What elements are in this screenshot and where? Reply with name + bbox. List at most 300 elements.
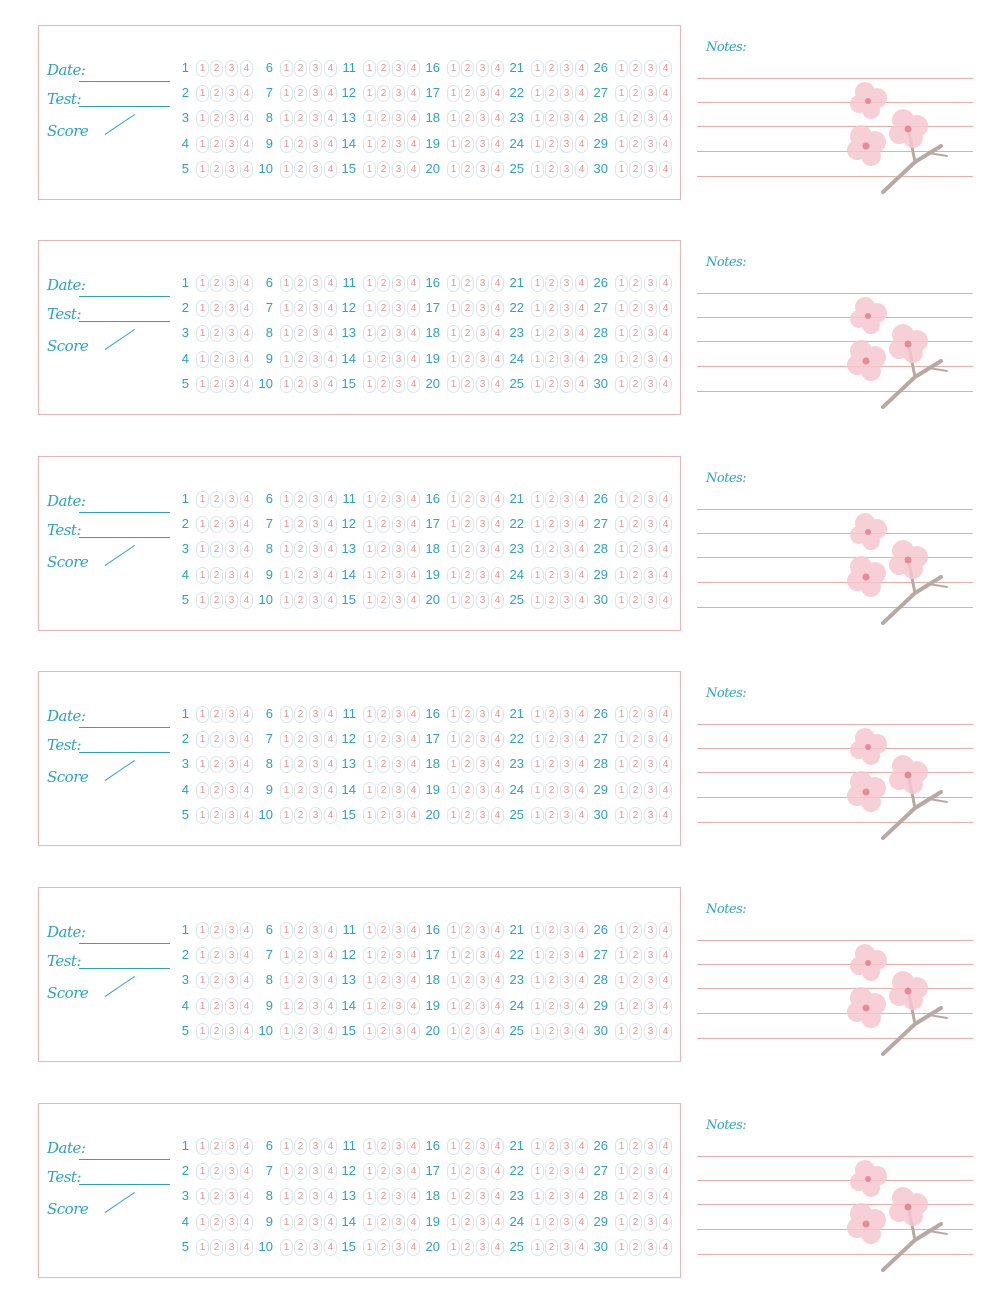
answer-bubble-3[interactable]: 3 [309,1138,322,1155]
answer-bubble-4[interactable]: 4 [491,1239,504,1256]
answer-bubble-4[interactable]: 4 [407,60,420,77]
answer-bubble-3[interactable]: 3 [560,1239,573,1256]
answer-bubble-3[interactable]: 3 [309,567,322,584]
answer-bubble-2[interactable]: 2 [461,998,474,1015]
answer-bubble-2[interactable]: 2 [629,922,642,939]
answer-bubble-2[interactable]: 2 [545,731,558,748]
answer-bubble-2[interactable]: 2 [294,731,307,748]
answer-bubble-3[interactable]: 3 [309,351,322,368]
answer-bubble-4[interactable]: 4 [324,300,337,317]
answer-bubble-4[interactable]: 4 [324,516,337,533]
answer-bubble-3[interactable]: 3 [644,161,657,178]
answer-bubble-2[interactable]: 2 [629,1239,642,1256]
answer-bubble-4[interactable]: 4 [659,161,672,178]
answer-bubble-4[interactable]: 4 [659,972,672,989]
answer-bubble-1[interactable]: 1 [447,1239,460,1256]
answer-bubble-4[interactable]: 4 [407,998,420,1015]
answer-bubble-3[interactable]: 3 [644,110,657,127]
note-line[interactable] [697,293,973,294]
answer-bubble-4[interactable]: 4 [407,1214,420,1231]
answer-bubble-2[interactable]: 2 [545,110,558,127]
answer-bubble-4[interactable]: 4 [575,756,588,773]
answer-bubble-2[interactable]: 2 [210,756,223,773]
answer-bubble-4[interactable]: 4 [324,1188,337,1205]
answer-bubble-2[interactable]: 2 [210,300,223,317]
answer-bubble-3[interactable]: 3 [476,756,489,773]
answer-bubble-1[interactable]: 1 [363,136,376,153]
answer-bubble-4[interactable]: 4 [407,85,420,102]
answer-bubble-3[interactable]: 3 [644,1188,657,1205]
answer-bubble-2[interactable]: 2 [629,731,642,748]
answer-bubble-3[interactable]: 3 [476,592,489,609]
answer-bubble-3[interactable]: 3 [392,1023,405,1040]
answer-bubble-1[interactable]: 1 [363,1023,376,1040]
test-field[interactable] [79,321,170,322]
answer-bubble-3[interactable]: 3 [560,136,573,153]
answer-bubble-4[interactable]: 4 [407,972,420,989]
answer-bubble-1[interactable]: 1 [280,325,293,342]
answer-bubble-2[interactable]: 2 [294,1138,307,1155]
answer-bubble-3[interactable]: 3 [309,1239,322,1256]
answer-bubble-4[interactable]: 4 [240,1188,253,1205]
answer-bubble-4[interactable]: 4 [659,110,672,127]
answer-bubble-4[interactable]: 4 [491,782,504,799]
answer-bubble-4[interactable]: 4 [407,1023,420,1040]
answer-bubble-1[interactable]: 1 [196,782,209,799]
answer-bubble-1[interactable]: 1 [363,1214,376,1231]
answer-bubble-1[interactable]: 1 [280,541,293,558]
answer-bubble-2[interactable]: 2 [210,567,223,584]
answer-bubble-3[interactable]: 3 [225,541,238,558]
answer-bubble-4[interactable]: 4 [407,947,420,964]
answer-bubble-3[interactable]: 3 [644,541,657,558]
answer-bubble-2[interactable]: 2 [210,972,223,989]
answer-bubble-1[interactable]: 1 [447,756,460,773]
answer-bubble-1[interactable]: 1 [280,1239,293,1256]
answer-bubble-2[interactable]: 2 [294,516,307,533]
answer-bubble-2[interactable]: 2 [461,541,474,558]
answer-bubble-3[interactable]: 3 [392,972,405,989]
answer-bubble-3[interactable]: 3 [644,706,657,723]
answer-bubble-2[interactable]: 2 [461,1138,474,1155]
answer-bubble-3[interactable]: 3 [309,1023,322,1040]
answer-bubble-2[interactable]: 2 [629,516,642,533]
answer-bubble-2[interactable]: 2 [545,567,558,584]
answer-bubble-4[interactable]: 4 [407,1188,420,1205]
answer-bubble-1[interactable]: 1 [363,376,376,393]
answer-bubble-1[interactable]: 1 [363,1188,376,1205]
answer-bubble-2[interactable]: 2 [629,782,642,799]
answer-bubble-1[interactable]: 1 [280,491,293,508]
answer-bubble-4[interactable]: 4 [324,1214,337,1231]
answer-bubble-3[interactable]: 3 [560,567,573,584]
answer-bubble-4[interactable]: 4 [324,161,337,178]
answer-bubble-1[interactable]: 1 [363,1163,376,1180]
answer-bubble-2[interactable]: 2 [377,567,390,584]
answer-bubble-2[interactable]: 2 [629,807,642,824]
answer-bubble-3[interactable]: 3 [309,807,322,824]
answer-bubble-3[interactable]: 3 [225,947,238,964]
answer-bubble-4[interactable]: 4 [575,110,588,127]
answer-bubble-3[interactable]: 3 [476,351,489,368]
answer-bubble-4[interactable]: 4 [240,136,253,153]
answer-bubble-4[interactable]: 4 [407,807,420,824]
answer-bubble-1[interactable]: 1 [615,1023,628,1040]
answer-bubble-4[interactable]: 4 [240,592,253,609]
answer-bubble-4[interactable]: 4 [324,1023,337,1040]
answer-bubble-3[interactable]: 3 [644,1239,657,1256]
answer-bubble-2[interactable]: 2 [629,1163,642,1180]
answer-bubble-3[interactable]: 3 [644,300,657,317]
answer-bubble-3[interactable]: 3 [560,972,573,989]
answer-bubble-2[interactable]: 2 [377,541,390,558]
answer-bubble-3[interactable]: 3 [476,972,489,989]
answer-bubble-4[interactable]: 4 [575,947,588,964]
answer-bubble-1[interactable]: 1 [531,1163,544,1180]
answer-bubble-3[interactable]: 3 [476,300,489,317]
answer-bubble-3[interactable]: 3 [309,947,322,964]
answer-bubble-2[interactable]: 2 [294,1023,307,1040]
answer-bubble-3[interactable]: 3 [309,1163,322,1180]
answer-bubble-1[interactable]: 1 [196,567,209,584]
answer-bubble-1[interactable]: 1 [363,1239,376,1256]
answer-bubble-4[interactable]: 4 [324,1239,337,1256]
answer-bubble-1[interactable]: 1 [615,491,628,508]
answer-bubble-3[interactable]: 3 [644,351,657,368]
answer-bubble-1[interactable]: 1 [615,706,628,723]
answer-bubble-1[interactable]: 1 [531,60,544,77]
answer-bubble-3[interactable]: 3 [560,110,573,127]
answer-bubble-3[interactable]: 3 [560,85,573,102]
answer-bubble-1[interactable]: 1 [196,351,209,368]
answer-bubble-2[interactable]: 2 [545,947,558,964]
answer-bubble-2[interactable]: 2 [377,110,390,127]
answer-bubble-4[interactable]: 4 [659,756,672,773]
answer-bubble-3[interactable]: 3 [392,516,405,533]
answer-bubble-2[interactable]: 2 [461,351,474,368]
answer-bubble-1[interactable]: 1 [363,351,376,368]
answer-bubble-4[interactable]: 4 [407,110,420,127]
answer-bubble-3[interactable]: 3 [225,110,238,127]
answer-bubble-4[interactable]: 4 [491,516,504,533]
answer-bubble-3[interactable]: 3 [309,275,322,292]
answer-bubble-3[interactable]: 3 [225,136,238,153]
answer-bubble-2[interactable]: 2 [461,1188,474,1205]
answer-bubble-2[interactable]: 2 [294,706,307,723]
answer-bubble-3[interactable]: 3 [644,136,657,153]
answer-bubble-3[interactable]: 3 [476,60,489,77]
answer-bubble-2[interactable]: 2 [377,1214,390,1231]
answer-bubble-3[interactable]: 3 [560,1188,573,1205]
answer-bubble-4[interactable]: 4 [491,325,504,342]
date-field[interactable] [79,512,170,513]
answer-bubble-3[interactable]: 3 [644,376,657,393]
answer-bubble-1[interactable]: 1 [280,110,293,127]
answer-bubble-1[interactable]: 1 [615,376,628,393]
note-line[interactable] [697,724,973,725]
answer-bubble-3[interactable]: 3 [225,567,238,584]
answer-bubble-2[interactable]: 2 [545,922,558,939]
answer-bubble-3[interactable]: 3 [392,947,405,964]
answer-bubble-4[interactable]: 4 [240,300,253,317]
answer-bubble-3[interactable]: 3 [560,947,573,964]
answer-bubble-1[interactable]: 1 [531,351,544,368]
answer-bubble-3[interactable]: 3 [560,491,573,508]
answer-bubble-2[interactable]: 2 [210,275,223,292]
answer-bubble-1[interactable]: 1 [196,1214,209,1231]
answer-bubble-2[interactable]: 2 [377,782,390,799]
answer-bubble-4[interactable]: 4 [575,922,588,939]
answer-bubble-1[interactable]: 1 [196,541,209,558]
answer-bubble-2[interactable]: 2 [210,85,223,102]
answer-bubble-1[interactable]: 1 [531,1138,544,1155]
answer-bubble-4[interactable]: 4 [575,300,588,317]
answer-bubble-1[interactable]: 1 [615,731,628,748]
answer-bubble-1[interactable]: 1 [447,161,460,178]
answer-bubble-1[interactable]: 1 [196,491,209,508]
answer-bubble-1[interactable]: 1 [531,782,544,799]
answer-bubble-1[interactable]: 1 [531,706,544,723]
answer-bubble-4[interactable]: 4 [240,60,253,77]
answer-bubble-1[interactable]: 1 [531,592,544,609]
answer-bubble-1[interactable]: 1 [615,541,628,558]
answer-bubble-2[interactable]: 2 [545,85,558,102]
answer-bubble-3[interactable]: 3 [644,1023,657,1040]
answer-bubble-1[interactable]: 1 [615,351,628,368]
answer-bubble-3[interactable]: 3 [392,998,405,1015]
answer-bubble-1[interactable]: 1 [447,376,460,393]
answer-bubble-1[interactable]: 1 [531,136,544,153]
answer-bubble-2[interactable]: 2 [294,756,307,773]
answer-bubble-2[interactable]: 2 [377,922,390,939]
answer-bubble-4[interactable]: 4 [240,275,253,292]
answer-bubble-4[interactable]: 4 [491,161,504,178]
answer-bubble-2[interactable]: 2 [461,376,474,393]
answer-bubble-3[interactable]: 3 [476,1239,489,1256]
answer-bubble-2[interactable]: 2 [210,491,223,508]
answer-bubble-4[interactable]: 4 [491,922,504,939]
answer-bubble-2[interactable]: 2 [461,972,474,989]
answer-bubble-2[interactable]: 2 [545,325,558,342]
answer-bubble-1[interactable]: 1 [615,1214,628,1231]
answer-bubble-1[interactable]: 1 [280,947,293,964]
answer-bubble-2[interactable]: 2 [629,275,642,292]
answer-bubble-4[interactable]: 4 [575,807,588,824]
answer-bubble-3[interactable]: 3 [309,998,322,1015]
answer-bubble-2[interactable]: 2 [461,731,474,748]
answer-bubble-4[interactable]: 4 [575,351,588,368]
answer-bubble-4[interactable]: 4 [324,136,337,153]
answer-bubble-1[interactable]: 1 [531,491,544,508]
answer-bubble-1[interactable]: 1 [363,947,376,964]
answer-bubble-4[interactable]: 4 [240,376,253,393]
answer-bubble-4[interactable]: 4 [659,731,672,748]
answer-bubble-4[interactable]: 4 [491,1023,504,1040]
answer-bubble-4[interactable]: 4 [407,706,420,723]
answer-bubble-3[interactable]: 3 [644,972,657,989]
answer-bubble-2[interactable]: 2 [377,807,390,824]
answer-bubble-1[interactable]: 1 [531,325,544,342]
answer-bubble-1[interactable]: 1 [280,516,293,533]
answer-bubble-1[interactable]: 1 [280,1214,293,1231]
answer-bubble-4[interactable]: 4 [659,998,672,1015]
answer-bubble-3[interactable]: 3 [560,516,573,533]
answer-bubble-4[interactable]: 4 [491,807,504,824]
answer-bubble-2[interactable]: 2 [294,567,307,584]
answer-bubble-4[interactable]: 4 [324,541,337,558]
answer-bubble-3[interactable]: 3 [392,85,405,102]
answer-bubble-3[interactable]: 3 [225,1023,238,1040]
answer-bubble-2[interactable]: 2 [377,1188,390,1205]
answer-bubble-3[interactable]: 3 [392,1239,405,1256]
answer-bubble-2[interactable]: 2 [210,1214,223,1231]
answer-bubble-2[interactable]: 2 [377,1138,390,1155]
answer-bubble-3[interactable]: 3 [476,516,489,533]
answer-bubble-4[interactable]: 4 [659,275,672,292]
answer-bubble-3[interactable]: 3 [392,567,405,584]
date-field[interactable] [79,81,170,82]
answer-bubble-2[interactable]: 2 [377,351,390,368]
answer-bubble-2[interactable]: 2 [461,136,474,153]
answer-bubble-3[interactable]: 3 [392,376,405,393]
answer-bubble-4[interactable]: 4 [407,491,420,508]
answer-bubble-1[interactable]: 1 [196,592,209,609]
answer-bubble-1[interactable]: 1 [447,782,460,799]
answer-bubble-3[interactable]: 3 [225,60,238,77]
answer-bubble-2[interactable]: 2 [294,947,307,964]
answer-bubble-2[interactable]: 2 [210,592,223,609]
answer-bubble-2[interactable]: 2 [461,782,474,799]
answer-bubble-4[interactable]: 4 [659,922,672,939]
answer-bubble-3[interactable]: 3 [309,300,322,317]
answer-bubble-2[interactable]: 2 [545,807,558,824]
answer-bubble-3[interactable]: 3 [560,1163,573,1180]
answer-bubble-3[interactable]: 3 [225,491,238,508]
answer-bubble-1[interactable]: 1 [196,947,209,964]
answer-bubble-2[interactable]: 2 [377,325,390,342]
answer-bubble-4[interactable]: 4 [324,351,337,368]
answer-bubble-4[interactable]: 4 [240,706,253,723]
answer-bubble-4[interactable]: 4 [407,275,420,292]
answer-bubble-1[interactable]: 1 [615,275,628,292]
answer-bubble-3[interactable]: 3 [392,807,405,824]
answer-bubble-4[interactable]: 4 [491,1163,504,1180]
answer-bubble-3[interactable]: 3 [644,922,657,939]
answer-bubble-2[interactable]: 2 [629,300,642,317]
answer-bubble-1[interactable]: 1 [196,731,209,748]
answer-bubble-3[interactable]: 3 [225,998,238,1015]
answer-bubble-3[interactable]: 3 [476,567,489,584]
answer-bubble-4[interactable]: 4 [324,922,337,939]
answer-bubble-3[interactable]: 3 [392,706,405,723]
answer-bubble-4[interactable]: 4 [407,541,420,558]
answer-bubble-4[interactable]: 4 [659,706,672,723]
answer-bubble-4[interactable]: 4 [324,325,337,342]
answer-bubble-1[interactable]: 1 [531,807,544,824]
answer-bubble-2[interactable]: 2 [377,972,390,989]
answer-bubble-2[interactable]: 2 [629,972,642,989]
answer-bubble-3[interactable]: 3 [560,807,573,824]
answer-bubble-3[interactable]: 3 [309,1214,322,1231]
note-line[interactable] [697,1156,973,1157]
answer-bubble-2[interactable]: 2 [545,275,558,292]
answer-bubble-3[interactable]: 3 [225,300,238,317]
answer-bubble-3[interactable]: 3 [392,136,405,153]
answer-bubble-3[interactable]: 3 [644,731,657,748]
answer-bubble-3[interactable]: 3 [225,325,238,342]
answer-bubble-4[interactable]: 4 [491,706,504,723]
answer-bubble-2[interactable]: 2 [210,541,223,558]
answer-bubble-1[interactable]: 1 [280,85,293,102]
answer-bubble-4[interactable]: 4 [491,592,504,609]
answer-bubble-3[interactable]: 3 [225,1239,238,1256]
answer-bubble-1[interactable]: 1 [196,85,209,102]
answer-bubble-1[interactable]: 1 [280,300,293,317]
answer-bubble-2[interactable]: 2 [545,60,558,77]
answer-bubble-2[interactable]: 2 [461,491,474,508]
answer-bubble-2[interactable]: 2 [210,1163,223,1180]
answer-bubble-2[interactable]: 2 [210,947,223,964]
answer-bubble-4[interactable]: 4 [407,782,420,799]
answer-bubble-1[interactable]: 1 [447,300,460,317]
answer-bubble-1[interactable]: 1 [280,998,293,1015]
answer-bubble-3[interactable]: 3 [644,592,657,609]
answer-bubble-2[interactable]: 2 [210,922,223,939]
answer-bubble-3[interactable]: 3 [309,922,322,939]
answer-bubble-4[interactable]: 4 [324,782,337,799]
answer-bubble-2[interactable]: 2 [294,998,307,1015]
answer-bubble-3[interactable]: 3 [392,161,405,178]
answer-bubble-4[interactable]: 4 [575,60,588,77]
answer-bubble-1[interactable]: 1 [363,110,376,127]
answer-bubble-3[interactable]: 3 [392,756,405,773]
answer-bubble-1[interactable]: 1 [531,922,544,939]
answer-bubble-3[interactable]: 3 [476,275,489,292]
answer-bubble-4[interactable]: 4 [491,300,504,317]
answer-bubble-2[interactable]: 2 [210,998,223,1015]
answer-bubble-1[interactable]: 1 [280,972,293,989]
answer-bubble-3[interactable]: 3 [392,351,405,368]
answer-bubble-3[interactable]: 3 [309,516,322,533]
answer-bubble-1[interactable]: 1 [447,351,460,368]
answer-bubble-2[interactable]: 2 [545,376,558,393]
answer-bubble-4[interactable]: 4 [240,922,253,939]
answer-bubble-4[interactable]: 4 [491,972,504,989]
answer-bubble-4[interactable]: 4 [575,782,588,799]
answer-bubble-4[interactable]: 4 [575,1138,588,1155]
answer-bubble-3[interactable]: 3 [225,351,238,368]
answer-bubble-2[interactable]: 2 [461,1163,474,1180]
answer-bubble-4[interactable]: 4 [240,1214,253,1231]
answer-bubble-4[interactable]: 4 [324,972,337,989]
answer-bubble-3[interactable]: 3 [476,376,489,393]
answer-bubble-1[interactable]: 1 [615,516,628,533]
answer-bubble-2[interactable]: 2 [210,60,223,77]
answer-bubble-3[interactable]: 3 [560,325,573,342]
answer-bubble-2[interactable]: 2 [294,541,307,558]
answer-bubble-4[interactable]: 4 [575,1214,588,1231]
answer-bubble-4[interactable]: 4 [240,541,253,558]
answer-bubble-2[interactable]: 2 [629,541,642,558]
answer-bubble-2[interactable]: 2 [210,807,223,824]
answer-bubble-4[interactable]: 4 [240,161,253,178]
answer-bubble-2[interactable]: 2 [629,491,642,508]
answer-bubble-1[interactable]: 1 [615,325,628,342]
answer-bubble-3[interactable]: 3 [560,1138,573,1155]
answer-bubble-4[interactable]: 4 [324,567,337,584]
answer-bubble-2[interactable]: 2 [294,376,307,393]
answer-bubble-3[interactable]: 3 [560,1023,573,1040]
